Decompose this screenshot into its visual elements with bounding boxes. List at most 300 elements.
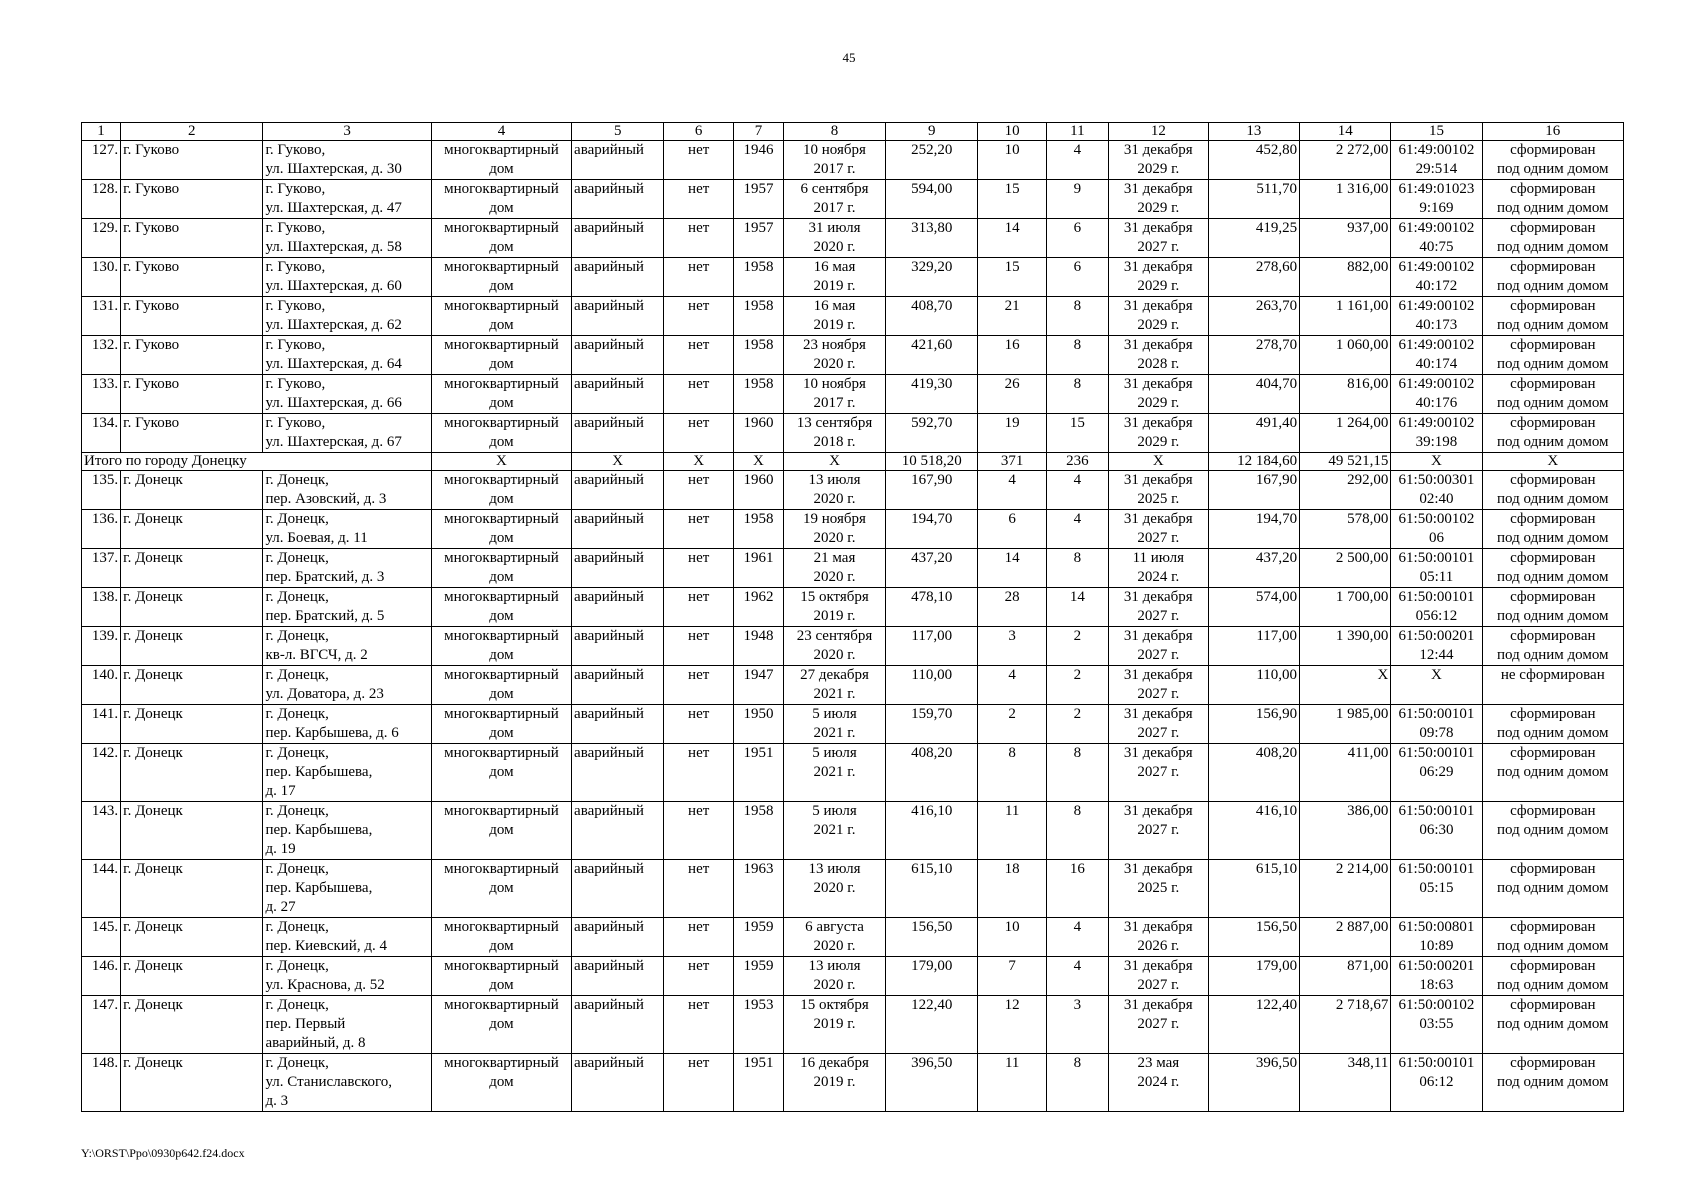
column-number: 2 [121, 123, 263, 141]
land-area-cell: 278,70 [1208, 336, 1299, 375]
table-row [82, 860, 1624, 918]
cadastral-number-cell: 61:50:00101 06:29 [1391, 744, 1482, 802]
land-area-cell: 416,10 [1208, 802, 1299, 860]
land-status-cell: сформирован под одним домом [1482, 414, 1623, 453]
living-area-cell: 156,50 [886, 918, 978, 957]
address-cell: г. Донецк, ул. Краснова, д. 52 [263, 957, 431, 996]
emergency-date-cell: 15 октября 2019 г. [783, 588, 885, 627]
building-type-cell: многоквартирный дом [431, 180, 571, 219]
land-area-cell: 511,70 [1208, 180, 1299, 219]
building-type-cell: многоквартирный дом [431, 219, 571, 258]
living-area-cell: 329,20 [886, 258, 978, 297]
living-area-cell: 419,30 [886, 375, 978, 414]
emergency-date-cell: 23 ноября 2020 г. [783, 336, 885, 375]
year-built-cell: 1950 [733, 705, 783, 744]
condition-cell: аварийный [572, 705, 664, 744]
address-cell: г. Гуково, ул. Шахтерская, д. 66 [263, 375, 431, 414]
year-built-cell: 1963 [733, 860, 783, 918]
residents-cell: 7 [978, 957, 1046, 996]
apartments-cell: 4 [1046, 918, 1108, 957]
year-built-cell: 1951 [733, 1054, 783, 1112]
land-area-cell: 408,20 [1208, 744, 1299, 802]
residents-cell: 18 [978, 860, 1046, 918]
emergency-date-cell: 13 июля 2020 г. [783, 957, 885, 996]
apartments-cell: 2 [1046, 666, 1108, 705]
land-area-cell: 419,25 [1208, 219, 1299, 258]
address-cell: г. Донецк, пер. Карбышева, д. 6 [263, 705, 431, 744]
municipality-cell: г. Гуково [121, 219, 263, 258]
in-program-cell: нет [664, 744, 734, 802]
condition-cell: аварийный [572, 996, 664, 1054]
resettlement-deadline-cell: 31 декабря 2029 г. [1108, 375, 1208, 414]
cadastral-value-cell: 386,00 [1300, 802, 1391, 860]
cadastral-value-cell: 2 718,67 [1300, 996, 1391, 1054]
land-status-cell: сформирован под одним домом [1482, 744, 1623, 802]
cadastral-value-cell: 1 700,00 [1300, 588, 1391, 627]
apartments-cell: 4 [1046, 471, 1108, 510]
building-type-cell: многоквартирный дом [431, 666, 571, 705]
address-cell: г. Донецк, пер. Карбышева, д. 17 [263, 744, 431, 802]
cadastral-value-cell: 348,11 [1300, 1054, 1391, 1112]
land-area-cell: 278,60 [1208, 258, 1299, 297]
land-status-cell: сформирован под одним домом [1482, 180, 1623, 219]
municipality-cell: г. Донецк [121, 1054, 263, 1112]
year-built-cell: 1960 [733, 414, 783, 453]
row-number-cell: 137. [82, 549, 121, 588]
row-number-cell: 143. [82, 802, 121, 860]
address-cell: г. Гуково, ул. Шахтерская, д. 67 [263, 414, 431, 453]
row-number-cell: 145. [82, 918, 121, 957]
in-program-cell: нет [664, 549, 734, 588]
land-status-cell: сформирован под одним домом [1482, 996, 1623, 1054]
cadastral-value-cell: 882,00 [1300, 258, 1391, 297]
building-type-cell: многоквартирный дом [431, 744, 571, 802]
in-program-cell: нет [664, 375, 734, 414]
living-area-cell: 592,70 [886, 414, 978, 453]
address-cell: г. Донецк, пер. Карбышева, д. 19 [263, 802, 431, 860]
land-status-cell: сформирован под одним домом [1482, 219, 1623, 258]
apartments-cell: 8 [1046, 744, 1108, 802]
resettlement-deadline-cell: 23 мая 2024 г. [1108, 1054, 1208, 1112]
cadastral-number-cell: 61:50:00301 02:40 [1391, 471, 1482, 510]
in-program-cell: нет [664, 510, 734, 549]
year-built-cell: 1951 [733, 744, 783, 802]
municipality-cell: г. Донецк [121, 744, 263, 802]
row-number-cell: 140. [82, 666, 121, 705]
row-number-cell: 142. [82, 744, 121, 802]
land-area-cell: 396,50 [1208, 1054, 1299, 1112]
land-status-cell: сформирован под одним домом [1482, 297, 1623, 336]
emergency-date-cell: 10 ноября 2017 г. [783, 141, 885, 180]
municipality-cell: г. Донецк [121, 627, 263, 666]
row-number-cell: 131. [82, 297, 121, 336]
year-built-cell: 1953 [733, 996, 783, 1054]
apartments-cell: 8 [1046, 375, 1108, 414]
emergency-date-cell: 21 мая 2020 г. [783, 549, 885, 588]
emergency-date-cell: 10 ноября 2017 г. [783, 375, 885, 414]
apartments-cell: 6 [1046, 258, 1108, 297]
building-type-cell: многоквартирный дом [431, 141, 571, 180]
land-status-cell: сформирован под одним домом [1482, 860, 1623, 918]
cadastral-value-cell: 1 985,00 [1300, 705, 1391, 744]
condition-cell: аварийный [572, 375, 664, 414]
page-number: 45 [842, 50, 856, 65]
building-type-cell: многоквартирный дом [431, 258, 571, 297]
building-type-cell: многоквартирный дом [431, 297, 571, 336]
cadastral-number-cell: 61:50:00101 05:15 [1391, 860, 1482, 918]
land-status-cell: не сформирован [1482, 666, 1623, 705]
resettlement-deadline-cell: 31 декабря 2027 г. [1108, 627, 1208, 666]
resettlement-deadline-cell: 31 декабря 2027 г. [1108, 802, 1208, 860]
resettlement-deadline-cell: 31 декабря 2025 г. [1108, 471, 1208, 510]
emergency-date-cell: 27 декабря 2021 г. [783, 666, 885, 705]
resettlement-deadline-cell: 31 декабря 2029 г. [1108, 180, 1208, 219]
apartments-cell: 2 [1046, 627, 1108, 666]
municipality-cell: г. Донецк [121, 549, 263, 588]
land-status-cell: сформирован под одним домом [1482, 1054, 1623, 1112]
table-row [82, 141, 1624, 180]
building-type-cell: многоквартирный дом [431, 860, 571, 918]
land-status-cell: сформирован под одним домом [1482, 258, 1623, 297]
land-status-cell: сформирован под одним домом [1482, 957, 1623, 996]
land-status-cell: сформирован под одним домом [1482, 510, 1623, 549]
table-row [82, 297, 1624, 336]
residents-cell: 4 [978, 471, 1046, 510]
total-in-program: Х [664, 453, 734, 471]
resettlement-deadline-cell: 31 декабря 2026 г. [1108, 918, 1208, 957]
cadastral-number-cell: 61:50:00101 056:12 [1391, 588, 1482, 627]
year-built-cell: 1946 [733, 141, 783, 180]
apartments-cell: 6 [1046, 219, 1108, 258]
condition-cell: аварийный [572, 802, 664, 860]
address-cell: г. Гуково, ул. Шахтерская, д. 62 [263, 297, 431, 336]
table-row [82, 510, 1624, 549]
emergency-date-cell: 5 июля 2021 г. [783, 744, 885, 802]
emergency-date-cell: 19 ноября 2020 г. [783, 510, 885, 549]
in-program-cell: нет [664, 802, 734, 860]
living-area-cell: 408,70 [886, 297, 978, 336]
land-area-cell: 615,10 [1208, 860, 1299, 918]
condition-cell: аварийный [572, 471, 664, 510]
land-status-cell: сформирован под одним домом [1482, 627, 1623, 666]
living-area-cell: 194,70 [886, 510, 978, 549]
total-cadastral-value: 49 521,15 [1300, 453, 1391, 471]
cadastral-number-cell: 61:50:00201 18:63 [1391, 957, 1482, 996]
building-type-cell: многоквартирный дом [431, 996, 571, 1054]
year-built-cell: 1960 [733, 471, 783, 510]
building-type-cell: многоквартирный дом [431, 957, 571, 996]
cadastral-value-cell: 292,00 [1300, 471, 1391, 510]
apartments-cell: 2 [1046, 705, 1108, 744]
municipality-cell: г. Гуково [121, 414, 263, 453]
year-built-cell: 1957 [733, 180, 783, 219]
in-program-cell: нет [664, 414, 734, 453]
resettlement-deadline-cell: 31 декабря 2028 г. [1108, 336, 1208, 375]
condition-cell: аварийный [572, 414, 664, 453]
condition-cell: аварийный [572, 141, 664, 180]
emergency-date-cell: 16 декабря 2019 г. [783, 1054, 885, 1112]
building-type-cell: многоквартирный дом [431, 705, 571, 744]
column-number: 5 [572, 123, 664, 141]
land-area-cell: 263,70 [1208, 297, 1299, 336]
row-number-cell: 133. [82, 375, 121, 414]
row-number-cell: 134. [82, 414, 121, 453]
residents-cell: 16 [978, 336, 1046, 375]
cadastral-number-cell: Х [1391, 666, 1482, 705]
condition-cell: аварийный [572, 860, 664, 918]
in-program-cell: нет [664, 336, 734, 375]
emergency-date-cell: 16 мая 2019 г. [783, 258, 885, 297]
year-built-cell: 1958 [733, 297, 783, 336]
land-status-cell: сформирован под одним домом [1482, 549, 1623, 588]
cadastral-number-cell: 61:50:00201 12:44 [1391, 627, 1482, 666]
year-built-cell: 1959 [733, 957, 783, 996]
condition-cell: аварийный [572, 219, 664, 258]
residents-cell: 10 [978, 918, 1046, 957]
living-area-cell: 594,00 [886, 180, 978, 219]
year-built-cell: 1957 [733, 219, 783, 258]
municipality-cell: г. Донецк [121, 666, 263, 705]
land-area-cell: 194,70 [1208, 510, 1299, 549]
column-number: 10 [978, 123, 1046, 141]
apartments-cell: 8 [1046, 802, 1108, 860]
building-type-cell: многоквартирный дом [431, 336, 571, 375]
resettlement-deadline-cell: 31 декабря 2027 г. [1108, 666, 1208, 705]
living-area-cell: 313,80 [886, 219, 978, 258]
resettlement-deadline-cell: 31 декабря 2027 г. [1108, 588, 1208, 627]
in-program-cell: нет [664, 666, 734, 705]
building-type-cell: многоквартирный дом [431, 627, 571, 666]
condition-cell: аварийный [572, 510, 664, 549]
resettlement-deadline-cell: 31 декабря 2029 г. [1108, 258, 1208, 297]
municipality-cell: г. Донецк [121, 860, 263, 918]
total-land-area: 12 184,60 [1208, 453, 1299, 471]
municipality-cell: г. Гуково [121, 336, 263, 375]
emergency-date-cell: 31 июля 2020 г. [783, 219, 885, 258]
table-row [82, 180, 1624, 219]
apartments-cell: 4 [1046, 510, 1108, 549]
cadastral-number-cell: 61:50:00101 06:30 [1391, 802, 1482, 860]
in-program-cell: нет [664, 918, 734, 957]
residents-cell: 26 [978, 375, 1046, 414]
table-row [82, 219, 1624, 258]
year-built-cell: 1958 [733, 336, 783, 375]
apartments-cell: 16 [1046, 860, 1108, 918]
cadastral-number-cell: 61:50:00101 06:12 [1391, 1054, 1482, 1112]
column-number: 11 [1046, 123, 1108, 141]
land-area-cell: 156,50 [1208, 918, 1299, 957]
land-area-cell: 110,00 [1208, 666, 1299, 705]
residents-cell: 6 [978, 510, 1046, 549]
municipality-cell: г. Донецк [121, 918, 263, 957]
residents-cell: 8 [978, 744, 1046, 802]
municipality-cell: г. Донецк [121, 705, 263, 744]
resettlement-deadline-cell: 31 декабря 2027 г. [1108, 996, 1208, 1054]
table-row [82, 471, 1624, 510]
cadastral-number-cell: 61:50:00101 09:78 [1391, 705, 1482, 744]
table-row [82, 1054, 1624, 1112]
year-built-cell: 1958 [733, 375, 783, 414]
in-program-cell: нет [664, 180, 734, 219]
in-program-cell: нет [664, 297, 734, 336]
resettlement-deadline-cell: 31 декабря 2027 г. [1108, 957, 1208, 996]
in-program-cell: нет [664, 588, 734, 627]
resettlement-deadline-cell: 31 декабря 2029 г. [1108, 141, 1208, 180]
cadastral-value-cell: 1 390,00 [1300, 627, 1391, 666]
residents-cell: 15 [978, 180, 1046, 219]
cadastral-value-cell: 816,00 [1300, 375, 1391, 414]
row-number-cell: 147. [82, 996, 121, 1054]
residents-cell: 14 [978, 219, 1046, 258]
year-built-cell: 1958 [733, 510, 783, 549]
land-area-cell: 452,80 [1208, 141, 1299, 180]
residents-cell: 10 [978, 141, 1046, 180]
condition-cell: аварийный [572, 180, 664, 219]
table-row [82, 996, 1624, 1054]
residents-cell: 12 [978, 996, 1046, 1054]
living-area-cell: 252,20 [886, 141, 978, 180]
cadastral-value-cell: 1 161,00 [1300, 297, 1391, 336]
condition-cell: аварийный [572, 297, 664, 336]
column-number: 15 [1391, 123, 1482, 141]
in-program-cell: нет [664, 258, 734, 297]
land-area-cell: 117,00 [1208, 627, 1299, 666]
table-body [82, 123, 1624, 1112]
year-built-cell: 1947 [733, 666, 783, 705]
building-type-cell: многоквартирный дом [431, 549, 571, 588]
emergency-date-cell: 15 октября 2019 г. [783, 996, 885, 1054]
emergency-date-cell: 13 июля 2020 г. [783, 471, 885, 510]
total-label: Итого по городу Донецку [82, 453, 432, 471]
total-land-status: Х [1482, 453, 1623, 471]
column-number: 12 [1108, 123, 1208, 141]
row-number-cell: 144. [82, 860, 121, 918]
building-type-cell: многоквартирный дом [431, 918, 571, 957]
in-program-cell: нет [664, 219, 734, 258]
table-row [82, 588, 1624, 627]
land-area-cell: 404,70 [1208, 375, 1299, 414]
living-area-cell: 167,90 [886, 471, 978, 510]
address-cell: г. Донецк, пер. Азовский, д. 3 [263, 471, 431, 510]
row-number-cell: 139. [82, 627, 121, 666]
year-built-cell: 1958 [733, 802, 783, 860]
apartments-cell: 3 [1046, 996, 1108, 1054]
column-number: 13 [1208, 123, 1299, 141]
apartments-cell: 9 [1046, 180, 1108, 219]
building-type-cell: многоквартирный дом [431, 588, 571, 627]
in-program-cell: нет [664, 1054, 734, 1112]
emergency-date-cell: 6 августа 2020 г. [783, 918, 885, 957]
cadastral-value-cell: 2 887,00 [1300, 918, 1391, 957]
cadastral-value-cell: 1 060,00 [1300, 336, 1391, 375]
land-area-cell: 179,00 [1208, 957, 1299, 996]
cadastral-number-cell: 61:50:00101 05:11 [1391, 549, 1482, 588]
cadastral-value-cell: 1 264,00 [1300, 414, 1391, 453]
land-area-cell: 574,00 [1208, 588, 1299, 627]
resettlement-deadline-cell: 31 декабря 2025 г. [1108, 860, 1208, 918]
row-number-cell: 128. [82, 180, 121, 219]
residents-cell: 2 [978, 705, 1046, 744]
residents-cell: 19 [978, 414, 1046, 453]
municipality-cell: г. Гуково [121, 258, 263, 297]
land-area-cell: 122,40 [1208, 996, 1299, 1054]
apartments-cell: 4 [1046, 957, 1108, 996]
apartments-cell: 8 [1046, 1054, 1108, 1112]
table-row [82, 918, 1624, 957]
land-status-cell: сформирован под одним домом [1482, 471, 1623, 510]
cadastral-number-cell: 61:49:00102 40:75 [1391, 219, 1482, 258]
total-building-type: Х [431, 453, 571, 471]
table-row [82, 744, 1624, 802]
land-status-cell: сформирован под одним домом [1482, 336, 1623, 375]
land-status-cell: сформирован под одним домом [1482, 375, 1623, 414]
address-cell: г. Донецк, ул. Доватора, д. 23 [263, 666, 431, 705]
cadastral-value-cell: 1 316,00 [1300, 180, 1391, 219]
living-area-cell: 478,10 [886, 588, 978, 627]
cadastral-value-cell: 2 214,00 [1300, 860, 1391, 918]
cadastral-value-cell: 2 500,00 [1300, 549, 1391, 588]
apartments-cell: 15 [1046, 414, 1108, 453]
address-cell: г. Гуково, ул. Шахтерская, д. 58 [263, 219, 431, 258]
municipality-cell: г. Донецк [121, 802, 263, 860]
building-type-cell: многоквартирный дом [431, 1054, 571, 1112]
row-number-cell: 127. [82, 141, 121, 180]
municipality-cell: г. Донецк [121, 588, 263, 627]
table-row [82, 549, 1624, 588]
cadastral-number-cell: 61:49:00102 39:198 [1391, 414, 1482, 453]
total-living-area: 10 518,20 [886, 453, 978, 471]
address-cell: г. Гуково, ул. Шахтерская, д. 60 [263, 258, 431, 297]
residents-cell: 3 [978, 627, 1046, 666]
emergency-date-cell: 13 июля 2020 г. [783, 860, 885, 918]
building-type-cell: многоквартирный дом [431, 471, 571, 510]
address-cell: г. Донецк, пер. Братский, д. 5 [263, 588, 431, 627]
living-area-cell: 396,50 [886, 1054, 978, 1112]
year-built-cell: 1958 [733, 258, 783, 297]
total-emergency-date: Х [783, 453, 885, 471]
living-area-cell: 615,10 [886, 860, 978, 918]
row-number-cell: 132. [82, 336, 121, 375]
resettlement-deadline-cell: 31 декабря 2027 г. [1108, 510, 1208, 549]
in-program-cell: нет [664, 471, 734, 510]
land-status-cell: сформирован под одним домом [1482, 588, 1623, 627]
apartments-cell: 4 [1046, 141, 1108, 180]
land-area-cell: 437,20 [1208, 549, 1299, 588]
residents-cell: 15 [978, 258, 1046, 297]
cadastral-value-cell: 937,00 [1300, 219, 1391, 258]
municipality-cell: г. Донецк [121, 471, 263, 510]
address-cell: г. Донецк, пер. Карбышева, д. 27 [263, 860, 431, 918]
table-row [82, 705, 1624, 744]
cadastral-number-cell: 61:49:01023 9:169 [1391, 180, 1482, 219]
land-status-cell: сформирован под одним домом [1482, 141, 1623, 180]
table-row [82, 375, 1624, 414]
address-cell: г. Донецк, кв-л. ВГСЧ, д. 2 [263, 627, 431, 666]
column-number: 9 [886, 123, 978, 141]
cadastral-number-cell: 61:49:00102 40:173 [1391, 297, 1482, 336]
municipality-cell: г. Гуково [121, 141, 263, 180]
row-number-cell: 130. [82, 258, 121, 297]
total-year-built: Х [733, 453, 783, 471]
condition-cell: аварийный [572, 918, 664, 957]
total-apartments: 236 [1046, 453, 1108, 471]
row-number-cell: 129. [82, 219, 121, 258]
row-number-cell: 136. [82, 510, 121, 549]
living-area-cell: 421,60 [886, 336, 978, 375]
condition-cell: аварийный [572, 1054, 664, 1112]
residents-cell: 11 [978, 802, 1046, 860]
condition-cell: аварийный [572, 336, 664, 375]
